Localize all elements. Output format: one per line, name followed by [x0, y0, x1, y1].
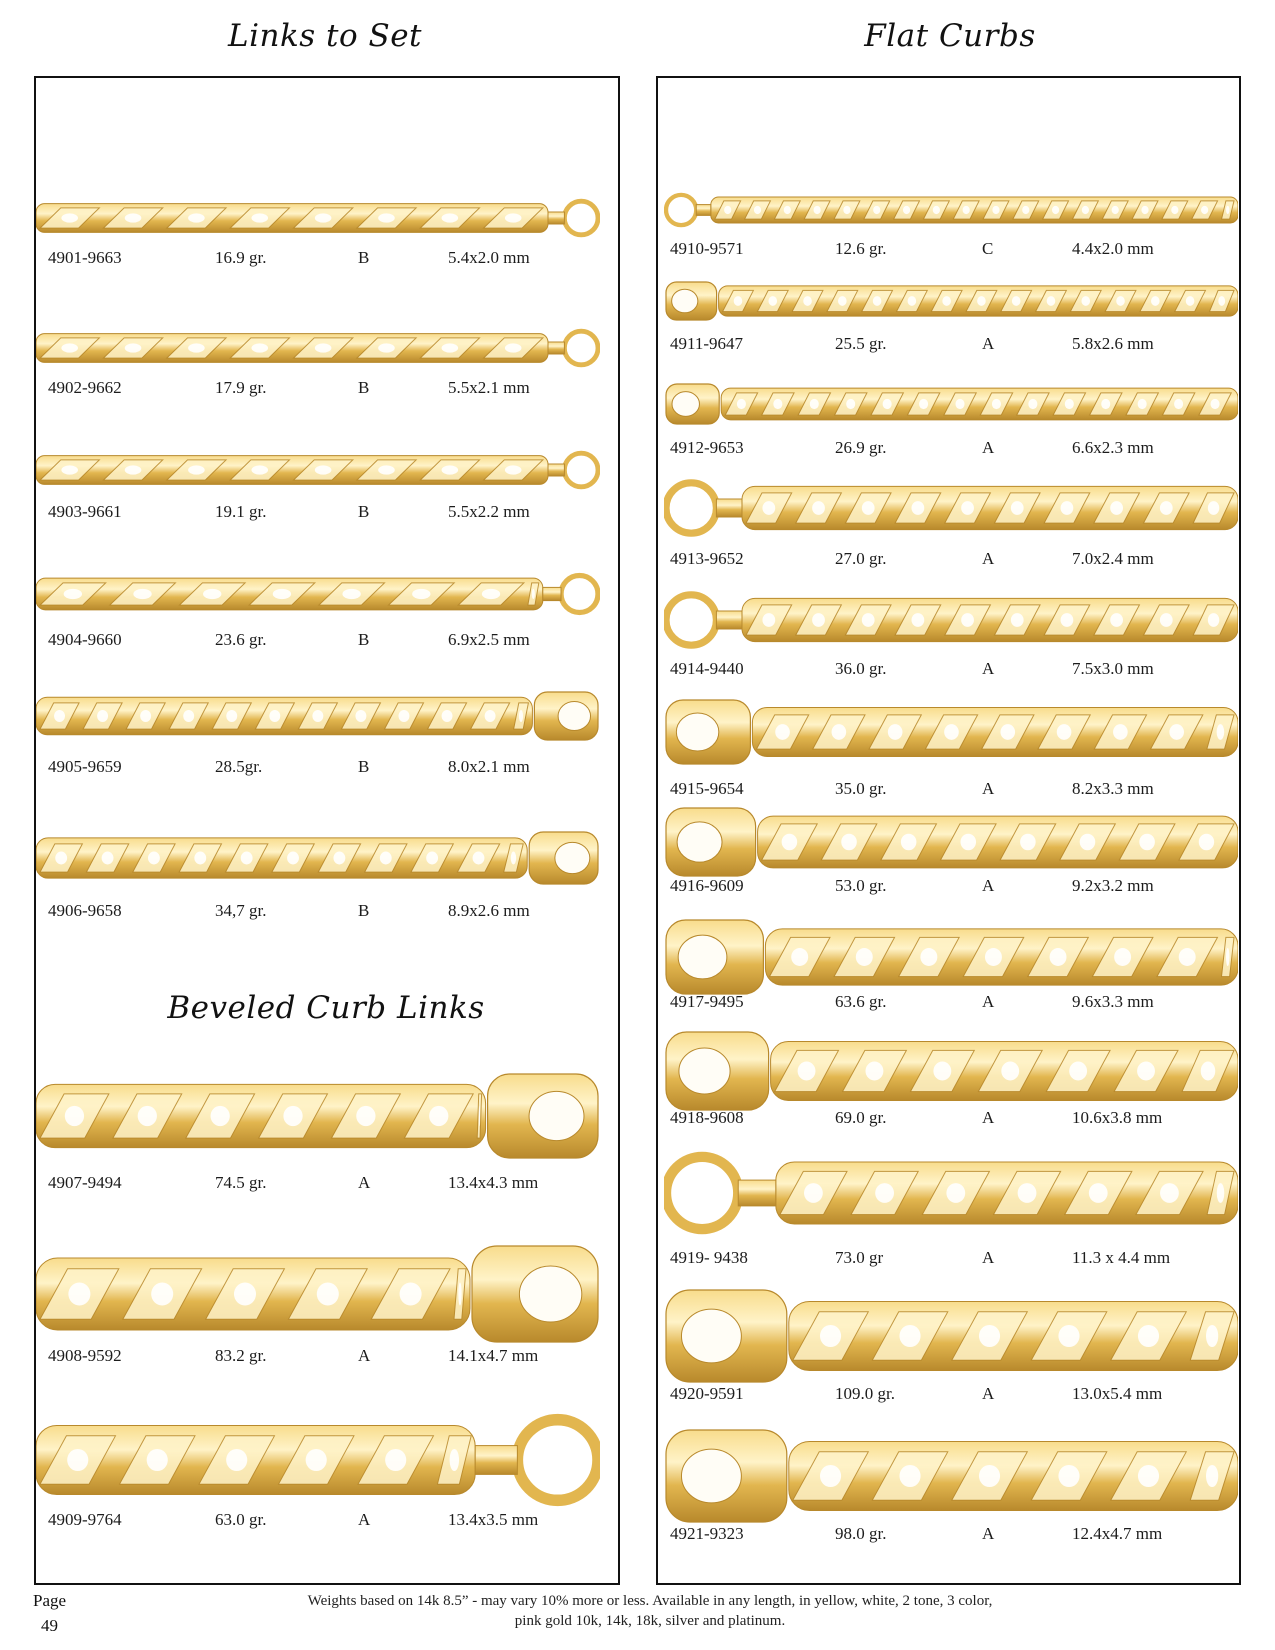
- page-number: [33, 1588, 66, 1638]
- footer-note: [160, 1591, 1140, 1631]
- item-size: 6.6x2.3 mm: [1072, 438, 1154, 457]
- item-grade: A: [982, 549, 995, 568]
- item-weight: 63.6 gr.: [835, 992, 887, 1011]
- item-code: 4913-9652: [670, 549, 744, 568]
- chain-image: [36, 1244, 600, 1344]
- chain-image: [36, 328, 600, 368]
- item-code: 4911-9647: [670, 334, 744, 353]
- item-size: 10.6x3.8 mm: [1072, 1108, 1163, 1127]
- chain-image: [664, 1030, 1238, 1112]
- item-grade: A: [982, 1384, 995, 1403]
- chain-image: [36, 572, 600, 616]
- item-code: 4921-9323: [670, 1524, 744, 1543]
- item-weight: 28.5gr.: [215, 757, 263, 776]
- chain-image: [664, 382, 1238, 426]
- item-grade: A: [982, 1524, 995, 1543]
- item-grade: B: [358, 502, 370, 521]
- item-weight: 74.5 gr.: [215, 1173, 267, 1192]
- item-size: 13.0x5.4 mm: [1072, 1384, 1163, 1403]
- item-grade: A: [982, 438, 995, 457]
- item-grade: A: [358, 1173, 371, 1192]
- item-weight: 12.6 gr.: [835, 239, 887, 258]
- heading-links-to-set: Links to Set: [227, 18, 423, 54]
- chain-image: [664, 806, 1238, 878]
- item-code: 4914-9440: [670, 659, 744, 678]
- item-weight: 53.0 gr.: [835, 876, 887, 895]
- item-size: 14.1x4.7 mm: [448, 1346, 539, 1365]
- item-weight: 83.2 gr.: [215, 1346, 267, 1365]
- item-weight: 36.0 gr.: [835, 659, 887, 678]
- footer-note-line-2: pink gold 10k, 14k, 18k, silver and platinum.: [514, 1613, 786, 1629]
- item-code: 4919- 9438: [670, 1248, 748, 1267]
- page-number-value: 49: [41, 1616, 58, 1635]
- item-size: 5.8x2.6 mm: [1072, 334, 1154, 353]
- item-code: 4920-9591: [670, 1384, 744, 1403]
- item-code: 4916-9609: [670, 876, 744, 895]
- item-code: 4918-9608: [670, 1108, 744, 1127]
- item-code: 4908-9592: [48, 1346, 122, 1365]
- item-size: 8.0x2.1 mm: [448, 757, 530, 776]
- item-code: 4904-9660: [48, 630, 122, 649]
- chain-image: [36, 1412, 600, 1508]
- item-weight: 25.5 gr.: [835, 334, 887, 353]
- item-weight: 34,7 gr.: [215, 901, 267, 920]
- item-grade: A: [982, 992, 995, 1011]
- item-weight: 73.0 gr: [835, 1248, 884, 1267]
- item-code: 4912-9653: [670, 438, 744, 457]
- item-code: 4909-9764: [48, 1510, 122, 1529]
- item-grade: A: [358, 1510, 371, 1529]
- item-grade: C: [982, 239, 994, 258]
- chain-image: [664, 918, 1238, 996]
- item-size: 12.4x4.7 mm: [1072, 1524, 1163, 1543]
- item-grade: A: [982, 876, 995, 895]
- item-code: 4917-9495: [670, 992, 744, 1011]
- item-grade: A: [982, 1248, 995, 1267]
- item-grade: B: [358, 757, 370, 776]
- heading-flat-curbs: Flat Curbs: [864, 18, 1036, 54]
- item-size: 4.4x2.0 mm: [1072, 239, 1154, 258]
- item-code: 4902-9662: [48, 378, 122, 397]
- chain-image: [664, 590, 1238, 650]
- chain-image: [664, 1428, 1238, 1524]
- item-grade: A: [982, 1108, 995, 1127]
- item-size: 13.4x3.5 mm: [448, 1510, 539, 1529]
- chain-image: [36, 690, 600, 742]
- item-code: 4915-9654: [670, 779, 744, 798]
- item-size: 5.4x2.0 mm: [448, 248, 530, 267]
- item-weight: 27.0 gr.: [835, 549, 887, 568]
- item-weight: 109.0 gr.: [835, 1384, 895, 1403]
- item-code: 4905-9659: [48, 757, 122, 776]
- item-grade: B: [358, 248, 370, 267]
- item-size: 6.9x2.5 mm: [448, 630, 530, 649]
- chain-image: [664, 698, 1238, 766]
- item-grade: B: [358, 630, 370, 649]
- footer-note-line-1: Weights based on 14k 8.5” - may vary 10% more or less. Available in any length, in yellow, white, 2 tone, 3 color,: [307, 1593, 993, 1609]
- item-code: 4906-9658: [48, 901, 122, 920]
- item-weight: 23.6 gr.: [215, 630, 267, 649]
- item-grade: A: [358, 1346, 371, 1365]
- item-weight: 16.9 gr.: [215, 248, 267, 267]
- item-size: 5.5x2.2 mm: [448, 502, 530, 521]
- item-size: 7.0x2.4 mm: [1072, 549, 1154, 568]
- item-grade: A: [982, 779, 995, 798]
- page-label: Page: [33, 1591, 67, 1610]
- item-size: 9.6x3.3 mm: [1072, 992, 1154, 1011]
- item-code: 4901-9663: [48, 248, 122, 267]
- chain-image: [664, 192, 1238, 228]
- item-weight: 17.9 gr.: [215, 378, 267, 397]
- item-weight: 19.1 gr.: [215, 502, 267, 521]
- chain-image: [36, 450, 600, 490]
- item-size: 11.3 x 4.4 mm: [1072, 1248, 1171, 1267]
- item-grade: B: [358, 901, 370, 920]
- chain-image: [664, 478, 1238, 538]
- chain-image: [664, 1288, 1238, 1384]
- item-size: 8.2x3.3 mm: [1072, 779, 1154, 798]
- item-code: 4903-9661: [48, 502, 122, 521]
- item-size: 8.9x2.6 mm: [448, 901, 530, 920]
- item-weight: 63.0 gr.: [215, 1510, 267, 1529]
- item-grade: A: [982, 334, 995, 353]
- chain-image: [36, 830, 600, 886]
- item-size: 13.4x4.3 mm: [448, 1173, 539, 1192]
- item-grade: B: [358, 378, 370, 397]
- chain-image: [664, 1150, 1238, 1236]
- item-weight: 26.9 gr.: [835, 438, 887, 457]
- heading-beveled-curb-links: Beveled Curb Links: [167, 990, 485, 1026]
- item-size: 9.2x3.2 mm: [1072, 876, 1154, 895]
- item-weight: 69.0 gr.: [835, 1108, 887, 1127]
- chain-image: [36, 1072, 600, 1160]
- item-code: 4907-9494: [48, 1173, 122, 1192]
- chain-image: [36, 198, 600, 238]
- item-grade: A: [982, 659, 995, 678]
- item-size: 5.5x2.1 mm: [448, 378, 530, 397]
- item-size: 7.5x3.0 mm: [1072, 659, 1154, 678]
- item-code: 4910-9571: [670, 239, 744, 258]
- item-weight: 35.0 gr.: [835, 779, 887, 798]
- item-weight: 98.0 gr.: [835, 1524, 887, 1543]
- chain-image: [664, 280, 1238, 322]
